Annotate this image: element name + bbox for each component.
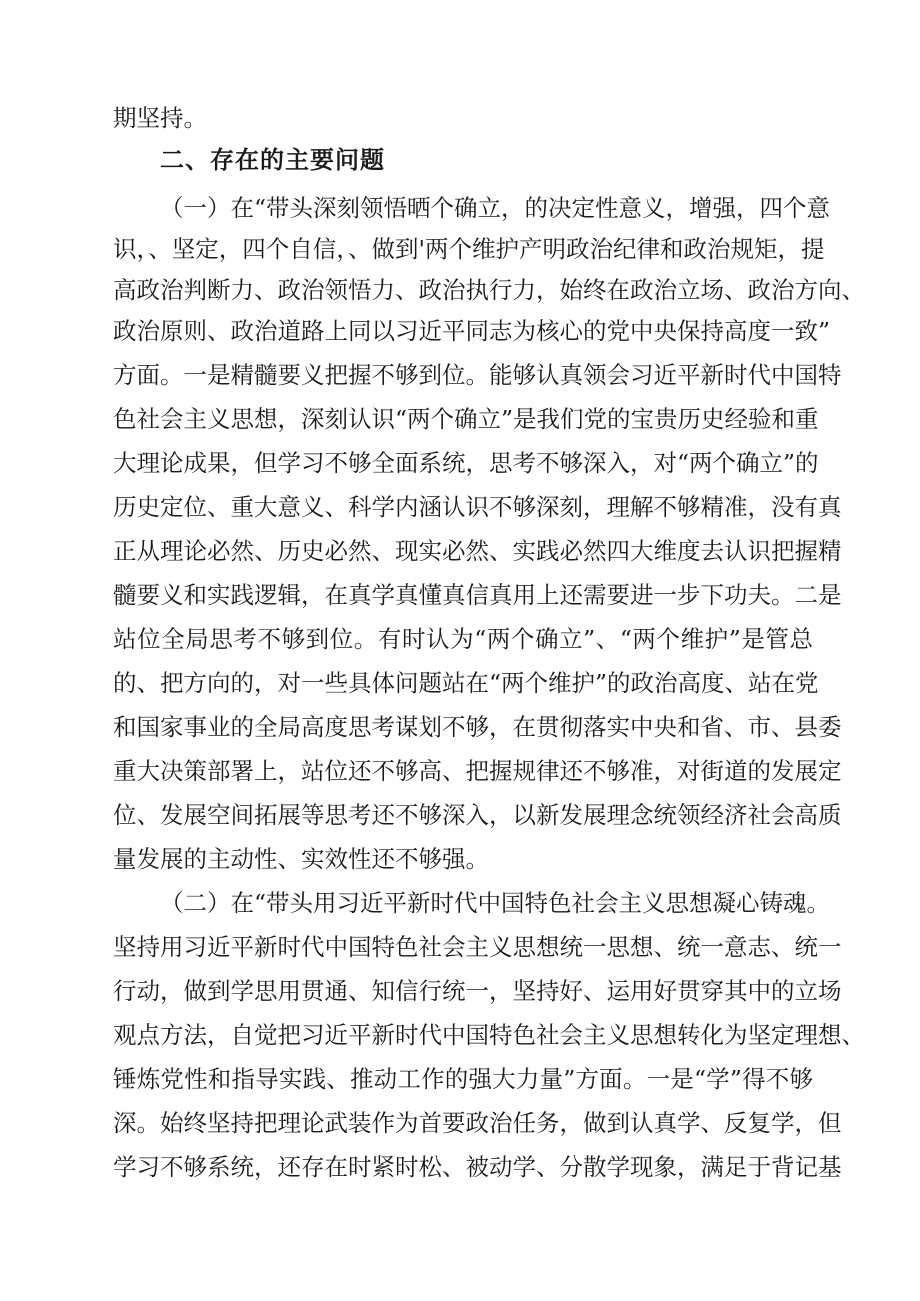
paragraph-line: 锤炼党性和指导实践、推动工作的强大力量”方面。一是“学”得不够 [113,1065,813,1093]
paragraph-line: 学习不够系统，还存在时紧时松、被动学、分散学现象，满足于背记基 [113,1153,842,1181]
paragraph-line: 和国家事业的全局高度思考谋划不够，在贯彻落实中央和省、市、县委 [113,713,842,741]
paragraph-line: 的、把方向的，对一些具体问题站在“两个维护”的政治高度、站在党 [113,669,819,697]
paragraph-line: 髓要义和实践逻辑，在真学真懂真信真用上还需要进一步下功夫。二是 [113,581,842,609]
lead-line: 期坚持。 [113,104,207,132]
paragraph-line: 行动，做到学思用贯通、知信行统一，坚持好、运用好贯穿其中的立场 [113,977,842,1005]
paragraph-line: 观点方法，自觉把习近平新时代中国特色社会主义思想转化为坚定理想、 [113,1021,865,1049]
paragraph-line: 深。始终坚持把理论武装作为首要政治任务，做到认真学、反复学，但 [113,1109,842,1137]
paragraph-line: 识，、坚定，四个自信，、做到'两个维护产明政治纪律和政治规矩，提 [113,235,825,263]
paragraph-line: 站位全局思考不够到位。有时认为“两个确立”、“两个维护”是管总 [113,625,813,653]
paragraph-line: 色社会主义思想，深刻认识“两个确立”是我们党的宝贵历史经验和重 [113,405,819,433]
paragraph-line: 政治原则、政治道路上同以习近平同志为核心的党中央保持高度一致” [113,317,831,345]
paragraph-line: （一）在“带头深刻领悟晒个确立，的决定性意义，增强，四个意 [160,194,831,222]
paragraph-line: 坚持用习近平新时代中国特色社会主义思想统一思想、统一意志、统一 [113,933,842,961]
paragraph-line: 历史定位、重大意义、科学内涵认识不够深刻，理解不够精准，没有真 [113,493,842,521]
paragraph-line: 位、发展空间拓展等思考还不够深入，以新发展理念统领经济社会高质 [113,801,842,829]
paragraph-line: 大理论成果，但学习不够全面系统，思考不够深入，对“两个确立”的 [113,449,819,477]
paragraph-line: 方面。一是精髓要义把握不够到位。能够认真领会习近平新时代中国特 [113,361,842,389]
section-heading: 二、存在的主要问题 [160,146,385,174]
paragraph-line: 重大决策部署上，站位还不够高、把握规律还不够准，对街道的发展定 [113,757,842,785]
paragraph-line: 高政治判断力、政治领悟力、政治执行力，始终在政治立场、政治方向、 [113,276,865,304]
paragraph-line: 正从理论必然、历史必然、现实必然、实践必然四大维度去认识把握精 [113,537,842,565]
paragraph-line: （二）在“带头用习近平新时代中国特色社会主义思想凝心铸魂。 [160,889,831,917]
paragraph-line: 量发展的主动性、实效性还不够强。 [113,845,489,873]
